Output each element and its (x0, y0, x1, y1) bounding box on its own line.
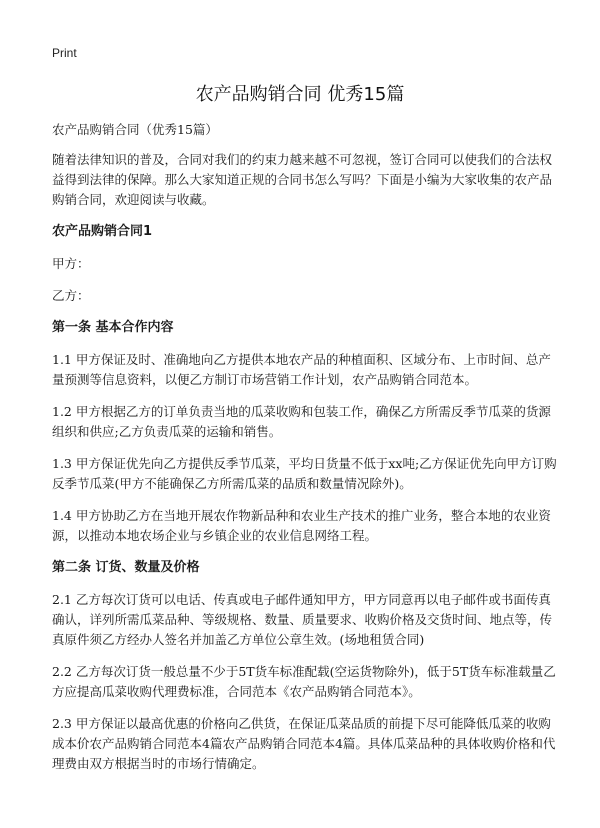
clause-1-4: 1.4 甲方协助乙方在当地开展农作物新品种和农业生产技术的推广业务，整合本地的农业资源，以推动本地农场企业与乡镇企业的农业信息网络工程。 (52, 508, 551, 543)
clause-1-3: 1.3 甲方保证优先向乙方提供反季节瓜菜，平均日货量不低于xx吨;乙方保证优先向甲方订购反季节瓜菜(甲方不能确保乙方所需瓜菜的品质和数量情况除外)。 (52, 456, 557, 491)
clause-2-3: 2.3 甲方保证以最高优惠的价格向乙供货，在保证瓜菜品质的前提下尽可能降低瓜菜的收购成本价农产品购销合同范本4篇农产品购销合同范本4篇。具体瓜菜品种的具体收购价格和代理费由双方根据当时的市场行情确定。 (52, 716, 556, 771)
article-1-heading: 第一条 基本合作内容 (52, 320, 174, 335)
clause-2-1: 2.1 乙方每次订货可以电话、传真或电子邮件通知甲方，甲方同意再以电子邮件或书面传真确认，详列所需瓜菜品种、等级规格、数量、质量要求、收购价格及交货时间、地点等，传真原件须乙方经办人签名并加盖乙方单位公章生效。(场地租赁合同) (52, 592, 553, 647)
intro-paragraph: 随着法律知识的普及，合同对我们的约束力越来越不可忽视，签订合同可以使我们的合法权益得到法律的保障。那么大家知道正规的合同书怎么写吗？下面是小编为大家收集的农产品购销合同，欢迎阅读与收藏。 (52, 152, 553, 207)
article-2-heading: 第二条 订货、数量及价格 (52, 560, 200, 575)
page-title: 农产品购销合同 优秀15篇 (195, 84, 405, 105)
contract-heading: 农产品购销合同1 (52, 224, 153, 239)
print-link[interactable]: Print (52, 46, 77, 60)
clause-1-2: 1.2 甲方根据乙方的订单负责当地的瓜菜收购和包装工作，确保乙方所需反季节瓜菜的货源组织和供应;乙方负责瓜菜的运输和销售。 (52, 404, 551, 439)
clause-1-1: 1.1 甲方保证及时、准确地向乙方提供本地农产品的种植面积、区域分布、上市时间、总产量预测等信息资料，以便乙方制订市场营销工作计划，农产品购销合同范本。 (52, 352, 551, 387)
party-a-line: 甲方： (52, 256, 90, 271)
party-b-line: 乙方： (52, 288, 90, 303)
clause-2-2: 2.2 乙方每次订货一般总量不少于5T货车标准配载(空运货物除外)，低于5T货车标准载量乙方应提高瓜菜收购代理费标准，合同范本《农产品购销合同范本》。 (52, 664, 556, 699)
document-body (52, 120, 560, 786)
document-subtitle: 农产品购销合同（优秀15篇） (52, 122, 218, 137)
